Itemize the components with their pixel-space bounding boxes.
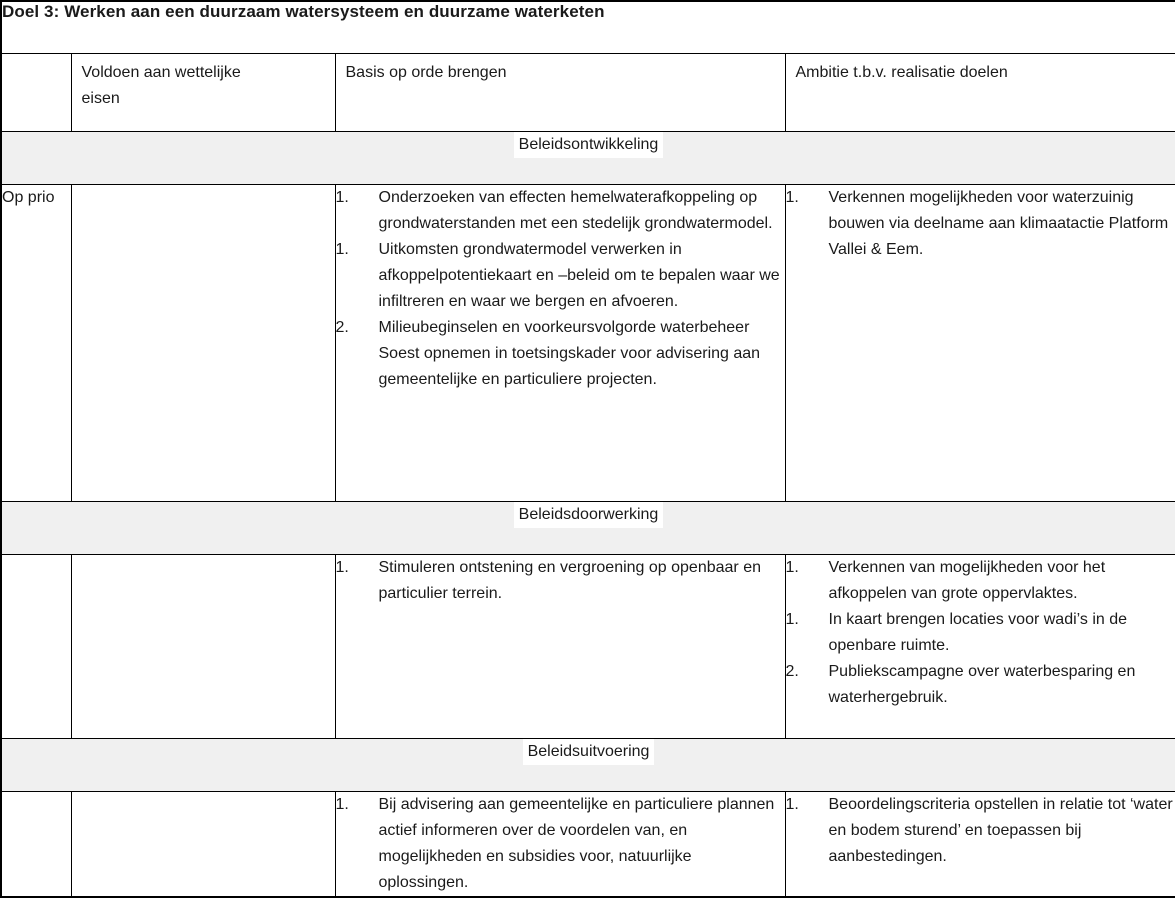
list-item (786, 792, 1175, 870)
list-item (336, 185, 785, 237)
wettelijke-cell-3 (71, 791, 335, 897)
ambitie-cell-1 (785, 184, 1175, 501)
list-item-number: 2. (785, 662, 799, 680)
content-row-beleidsuitvoering (1, 791, 1175, 897)
content-row-beleidsontwikkeling (1, 184, 1175, 501)
wettelijke-cell-2 (71, 554, 335, 738)
prio-cell (1, 791, 71, 897)
list-item-text: In kaart brengen locaties voor wadi’s in de openbare ruimte. (828, 610, 1128, 654)
header-cell-empty (1, 53, 71, 131)
list-item (786, 555, 1175, 607)
list-item (786, 185, 1175, 263)
section-row-beleidsontwikkeling (1, 131, 1175, 184)
list-item-text: Uitkomsten grondwatermodel verwerken in afkoppelpotentiekaart en –beleid om te bepalen waar we infiltreren en waar we bergen en afvoeren. (378, 240, 780, 310)
section-cell-beleidsuitvoering (1, 738, 1175, 791)
section-label-beleidsdoorwerking: Beleidsdoorwerking (514, 502, 664, 528)
header-cell-wettelijke-eisen (71, 53, 335, 131)
basis-cell-3 (335, 791, 785, 897)
section-cell-beleidsontwikkeling (1, 131, 1175, 184)
table-title-row (1, 1, 1175, 53)
list-item (786, 607, 1175, 659)
list-item (336, 237, 785, 315)
list-item-number: 1. (335, 188, 349, 206)
basis-cell-1 (335, 184, 785, 501)
list-item-text: Milieubeginselen en voorkeursvolgorde waterbeheer Soest opnemen in toetsingskader voor advisering aan gemeentelijke en particuliere projecten. (378, 318, 761, 388)
section-label-beleidsontwikkeling: Beleidsontwikkeling (514, 132, 664, 158)
list-item-text: Onderzoeken van effecten hemelwaterafkoppeling op grondwaterstanden met een stedelijk grondwatermodel. (378, 188, 773, 232)
list-item-number: 1. (335, 240, 349, 258)
list-item-number: 1. (785, 610, 799, 628)
page-title: Doel 3: Werken aan een duurzaam watersysteem en duurzame waterketen (1, 1, 1175, 53)
prio-cell (1, 554, 71, 738)
wettelijke-cell-1 (71, 184, 335, 501)
header-cell-basis-op-orde: Basis op orde brengen (335, 53, 785, 131)
list-item (336, 555, 785, 607)
section-row-beleidsuitvoering (1, 738, 1175, 791)
list-item-number: 1. (785, 188, 799, 206)
section-cell-beleidsdoorwerking (1, 501, 1175, 554)
content-row-beleidsdoorwerking (1, 554, 1175, 738)
list-item-number: 1. (785, 558, 799, 576)
basis-cell-2 (335, 554, 785, 738)
list-item-text: Beoordelingscriteria opstellen in relatie tot ‘water en bodem sturend’ en toepassen bij aanbestedingen. (828, 795, 1173, 865)
list-item (336, 792, 785, 896)
list-item-text: Bij advisering aan gemeentelijke en particuliere plannen actief informeren over de voordelen van, en mogelijkheden en subsidies voor, natuurlijke oplossingen. (378, 795, 775, 891)
list-item-text: Verkennen mogelijkheden voor waterzuinig bouwen via deelname aan klimaatactie Platform Vallei & Eem. (828, 188, 1169, 258)
header-cell-ambitie: Ambitie t.b.v. realisatie doelen (785, 53, 1175, 131)
list-item-text: Stimuleren ontstening en vergroening op openbaar en particulier terrein. (378, 558, 761, 602)
header-label-wettelijke-eisen: Voldoen aan wettelijke eisen (81, 63, 241, 107)
list-item-number: 1. (335, 795, 349, 813)
list-item (786, 659, 1175, 711)
list-item (336, 315, 785, 393)
list-item-text: Verkennen van mogelijkheden voor het afkoppelen van grote oppervlaktes. (828, 558, 1106, 602)
list-item-text: Publiekscampagne over waterbesparing en waterhergebruik. (828, 662, 1136, 706)
section-row-beleidsdoorwerking (1, 501, 1175, 554)
ambitie-cell-3 (785, 791, 1175, 897)
list-item-number: 1. (335, 558, 349, 576)
ambitie-cell-2 (785, 554, 1175, 738)
list-item-number: 1. (785, 795, 799, 813)
prio-cell: Op prio (1, 184, 71, 501)
list-item-number: 2. (335, 318, 349, 336)
section-label-beleidsuitvoering: Beleidsuitvoering (523, 739, 655, 765)
table-header-row (1, 53, 1175, 131)
